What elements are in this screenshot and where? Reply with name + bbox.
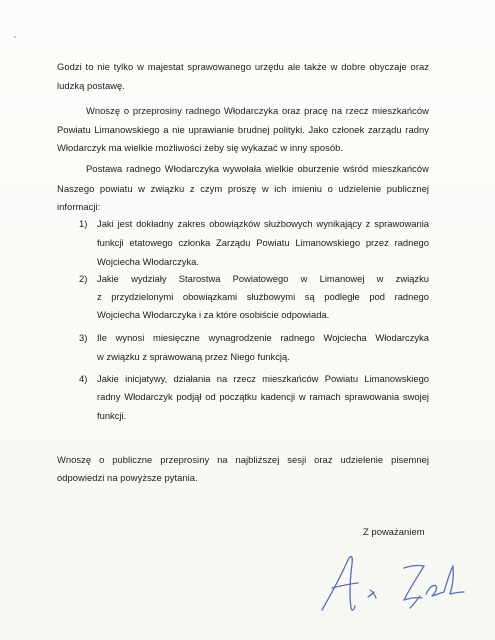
list-item-number: 3) bbox=[79, 332, 88, 343]
scan-speck bbox=[14, 36, 16, 38]
list-item-number: 1) bbox=[79, 218, 88, 229]
list-item-body bbox=[97, 372, 429, 422]
list-item bbox=[79, 372, 429, 422]
closing-salutation: Z poważaniem bbox=[363, 526, 425, 537]
paragraph-line: Naszego powiatu w związku z czym proszę w ich imieniu o udzielenie publicznej bbox=[57, 183, 429, 194]
list-item-line: radny Włodarczyk podjął od początku kadencji w ramach sprawowania swojej bbox=[97, 391, 429, 402]
list-item-line: w związku z sprawowaną przez Niego funkcją. bbox=[97, 351, 290, 362]
list-item-body bbox=[97, 331, 429, 363]
paragraph-line: odpowiedzi na powyższe pytania. bbox=[57, 472, 198, 483]
paragraph-line: ludzką postawę. bbox=[57, 80, 125, 91]
list-item-body bbox=[97, 217, 429, 268]
list-item-line: funkcji. bbox=[97, 410, 127, 421]
list-item bbox=[79, 272, 429, 320]
list-item-line: Wojciecha Włodarczyka. bbox=[97, 256, 199, 267]
paragraph-line: informacji: bbox=[57, 201, 101, 212]
list-item-line: Jaki jest dokładny zakres obowiązków służbowych wynikający z sprawowania bbox=[97, 218, 429, 229]
paragraph-line: Godzi to nie tylko w majestat sprawowanego urzędu ale także w dobre obyczaje oraz bbox=[57, 61, 429, 72]
paragraph-line: Wnoszę o publiczne przeprosiny na najbliższej sesji oraz udzielenie pisemnej bbox=[57, 454, 429, 465]
paragraph-line: Wnoszę o przeprosiny radnego Włodarczyka oraz pracę na rzecz mieszkańców bbox=[86, 105, 429, 116]
paragraph-line: Powiatu Limanowskiego a nie uprawianie brudnej polityki. Jako członek zarządu radny bbox=[57, 124, 429, 135]
list-item-line: Jakie inicjatywy, działania na rzecz mieszkańców Powiatu Limanowskiego bbox=[97, 373, 429, 384]
list-item-body bbox=[97, 272, 429, 321]
list-item-line: z przydzielonymi obowiązkami służbowymi są podległe pod radnego bbox=[97, 291, 429, 302]
list-item bbox=[79, 217, 429, 265]
paragraph-line: Postawa radnego Włodarczyka wywołała wielkie oburzenie wśród mieszkańców bbox=[86, 163, 429, 174]
list-item-line: funkcji etatowego członka Zarządu Powiatu Limanowskiego przez radnego bbox=[97, 237, 429, 248]
signature-image bbox=[318, 548, 468, 622]
list-item-line: Jakie wydziały Starostwa Powiatowego w Limanowej w związku bbox=[97, 273, 429, 284]
paragraph-line: Włodarczyk ma wielkie możliwości żeby się wykazać w inny sposób. bbox=[57, 142, 344, 153]
list-item-line: Ile wynosi miesięczne wynagrodzenie radnego Wojciecha Włodarczyka bbox=[97, 332, 429, 343]
list-item bbox=[79, 331, 429, 361]
list-item-number: 2) bbox=[79, 273, 88, 284]
list-item-line: Wojciecha Włodarczyka i za które osobiście odpowiada. bbox=[97, 309, 330, 320]
list-item-number: 4) bbox=[79, 373, 88, 384]
